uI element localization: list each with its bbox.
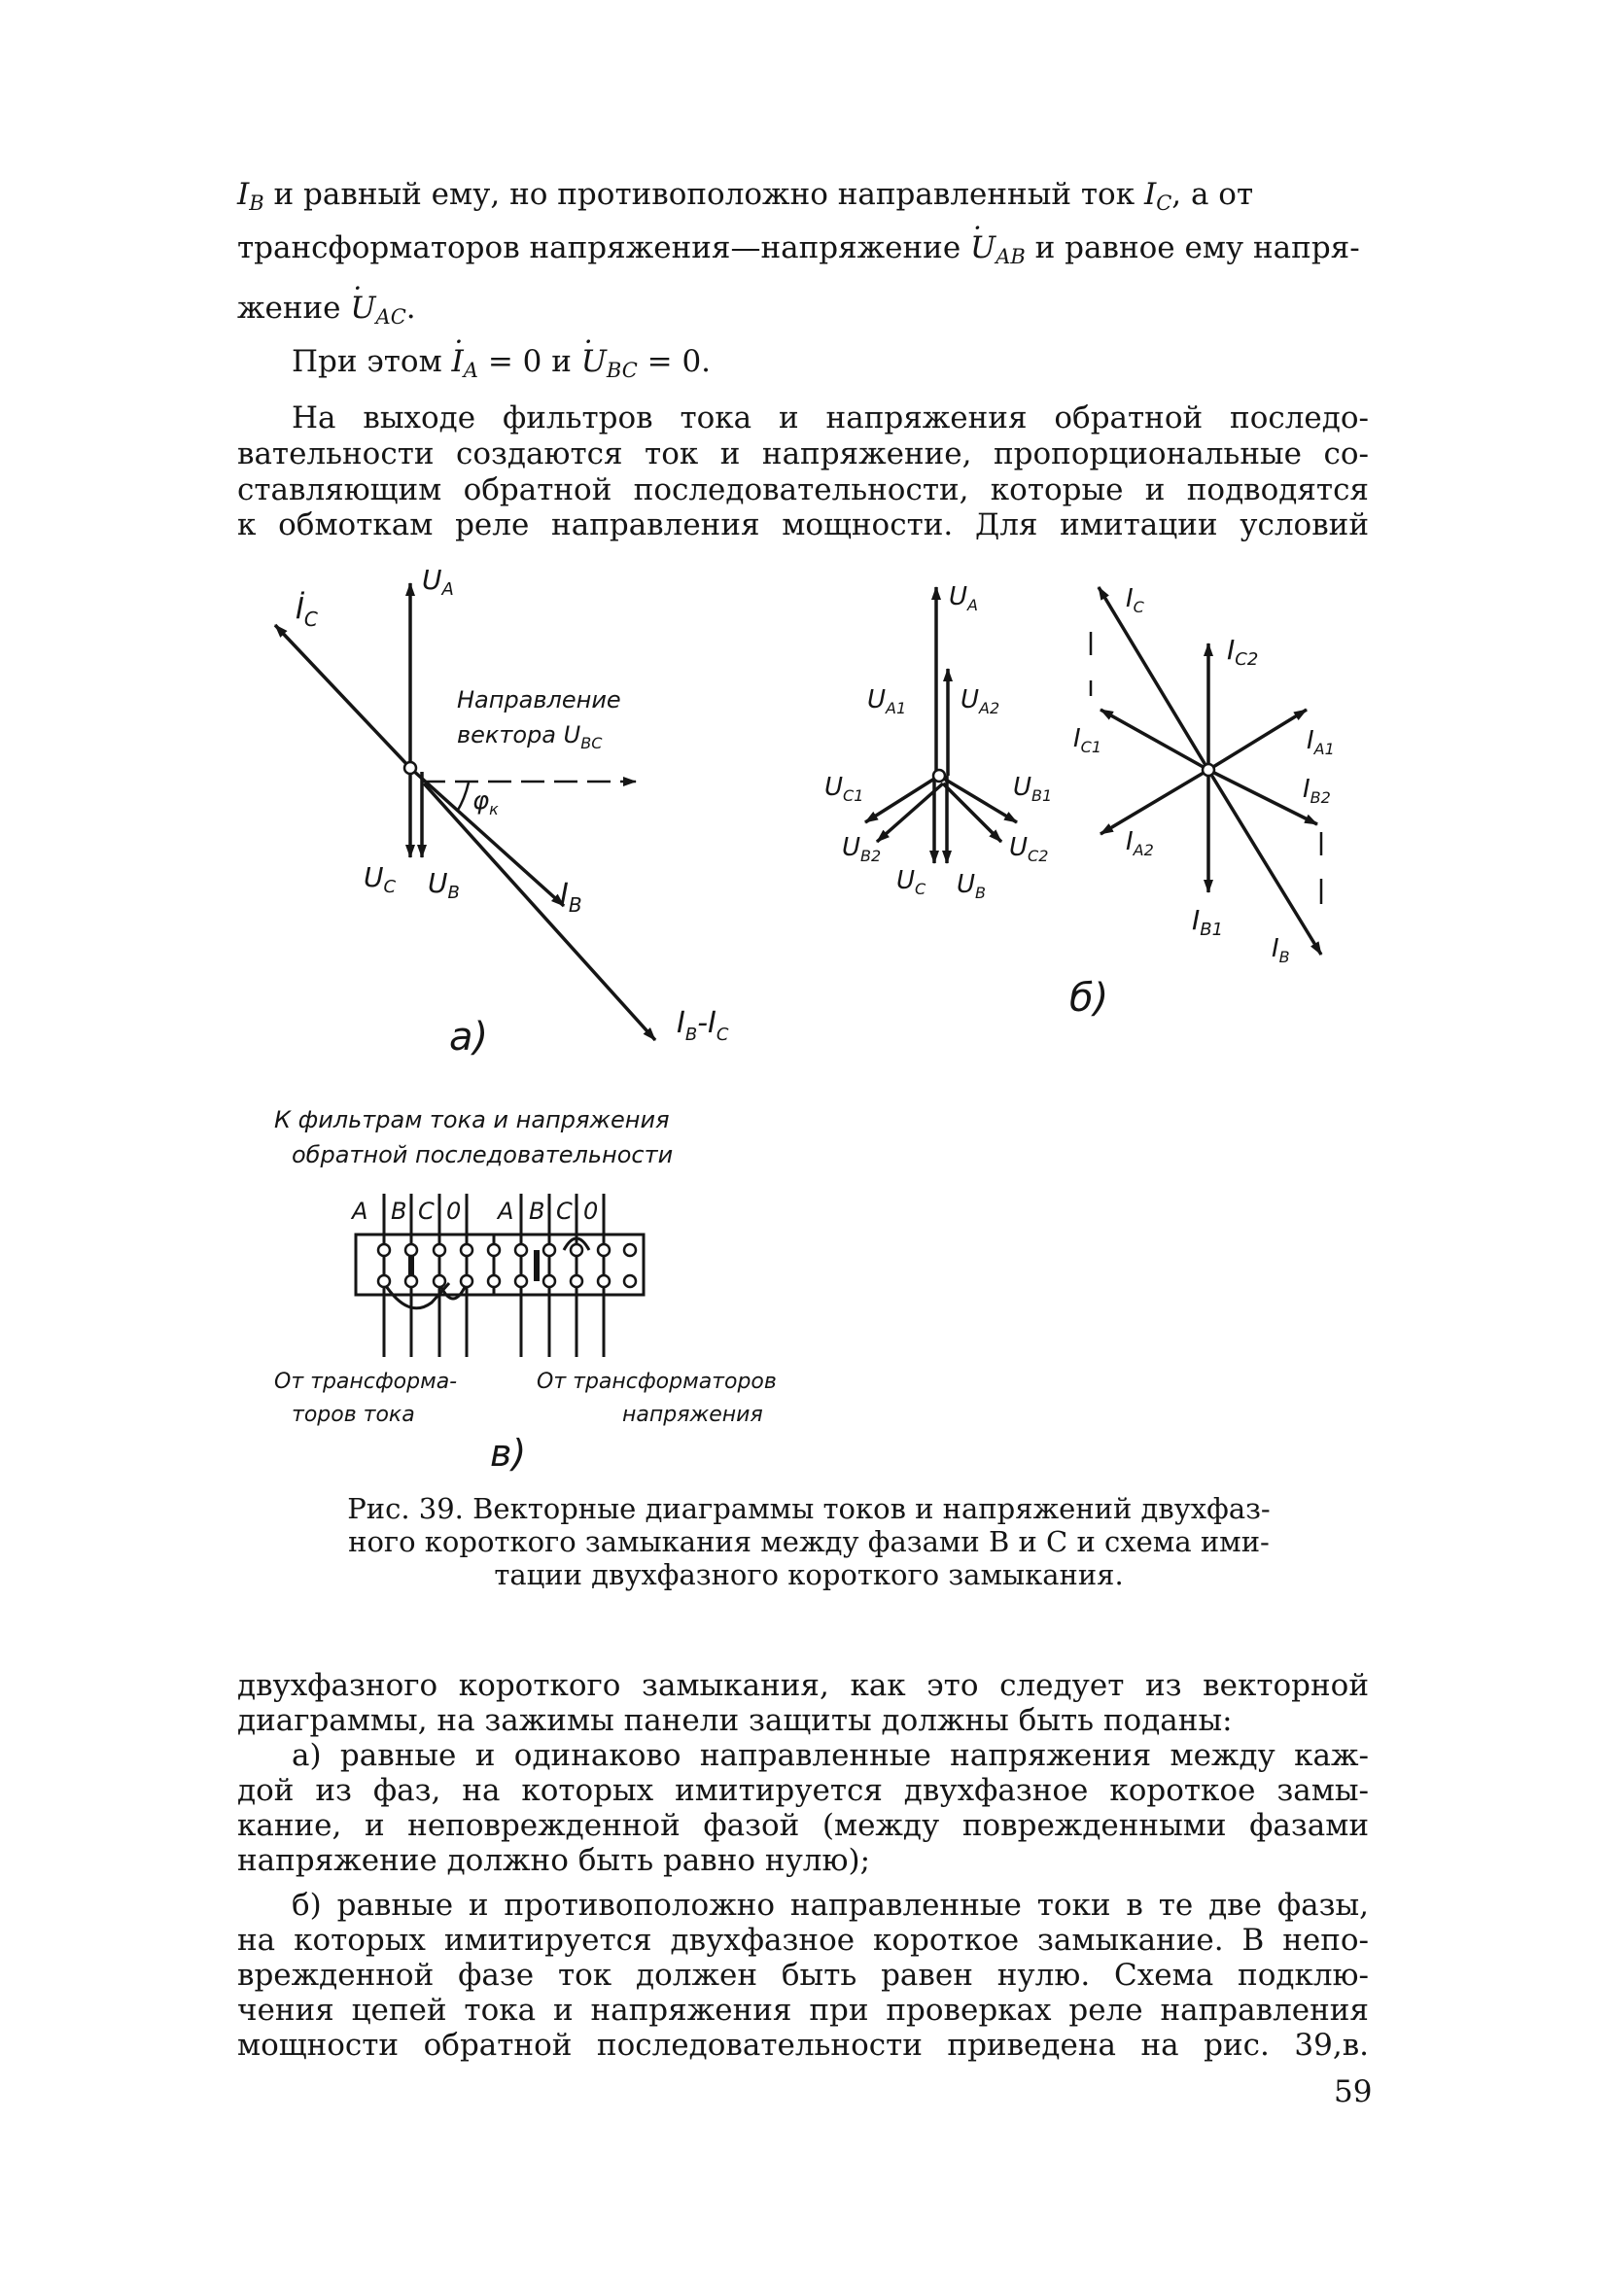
label-a-ua: $U_A$ bbox=[422, 564, 454, 600]
label-b-ub2: $U_{B2}$ bbox=[842, 833, 882, 865]
item-a-line-3: кание, и неповрежденной фазой (между поврежденными фазами bbox=[237, 1808, 1369, 1843]
item-a-line-2: дой из фаз, на которых имитируется двухфазное короткое замы- bbox=[237, 1773, 1369, 1808]
item-a-line-1: а) равные и одинаково направленные напряжения между каж- bbox=[292, 1738, 1369, 1773]
origin-dot-b2 bbox=[1203, 764, 1214, 776]
label-c-term-a: A bbox=[352, 1198, 368, 1225]
label-c-bottom-right-1: От трансформаторов bbox=[537, 1370, 777, 1394]
label-b-ua2: $U_{A2}$ bbox=[961, 685, 1000, 717]
label-b-uc: $U_C$ bbox=[896, 866, 926, 898]
label-b-ic2: $I_{C2}$ bbox=[1227, 634, 1259, 670]
vector-ib-a2 bbox=[1100, 770, 1208, 834]
label-c-letter: в) bbox=[490, 1432, 527, 1475]
label-c-term-a2: A bbox=[498, 1198, 514, 1225]
label-c-top-1: К фильтрам тока и напряжения bbox=[274, 1106, 670, 1133]
label-b-ub1: $U_{B1}$ bbox=[1013, 773, 1053, 805]
label-b-ub: $U_B$ bbox=[957, 870, 987, 902]
item-a-line-4: напряжение должно быть равно нулю); bbox=[237, 1843, 871, 1878]
item-b-line-5: мощности обратной последовательности приведена на рис. 39,в. bbox=[237, 2028, 1369, 2063]
label-a-phi: $\varphi_к$ bbox=[472, 786, 499, 818]
origin-dot-b1 bbox=[933, 770, 945, 782]
label-a-ib-ic: $I_B-I_C$ bbox=[677, 1006, 729, 1045]
label-c-bottom-left-2: торов тока bbox=[292, 1403, 415, 1427]
label-c-term-c2: C bbox=[556, 1198, 573, 1225]
label-c-bottom-left-1: От трансформа- bbox=[274, 1370, 458, 1394]
label-b-ia1: $I_{A1}$ bbox=[1307, 726, 1335, 758]
para1-line-4: к обмоткам реле направления мощности. Для имитации условий bbox=[237, 507, 1369, 542]
label-c-top-2: обратной последовательности bbox=[292, 1141, 674, 1168]
text-line-2: трансформаторов напряжения—напряжение · $U_{AB}$ и равное ему напря- bbox=[237, 230, 1360, 274]
para1-line-2: вательности создаются ток и напряжение, пропорциональные со- bbox=[237, 436, 1369, 471]
diagram-b-voltages bbox=[865, 587, 1017, 863]
diagram-a bbox=[275, 583, 655, 1040]
figure-caption-line-2: ного короткого замыкания между фазами В и С и схема ими- bbox=[348, 1525, 1270, 1558]
label-b-ua: $U_A$ bbox=[949, 582, 978, 614]
label-a-ic: $İ_C$ bbox=[296, 592, 318, 631]
vector-ic bbox=[275, 625, 410, 768]
label-b-ia2: $I_{A2}$ bbox=[1126, 827, 1154, 859]
label-c-term-0: 0 bbox=[446, 1198, 462, 1225]
label-b-uc1: $U_{C1}$ bbox=[824, 773, 864, 805]
label-b-ic1: $I_{C1}$ bbox=[1073, 724, 1102, 756]
item-b-line-1: б) равные и противоположно направленные токи в те две фазы, bbox=[292, 1888, 1369, 1923]
label-a-uc: $U_C$ bbox=[364, 861, 397, 897]
para2-line-2: диаграммы, на зажимы панели защиты должны быть поданы: bbox=[237, 1703, 1233, 1738]
figure-caption-line-3: тации двухфазного короткого замыкания. bbox=[494, 1558, 1124, 1591]
label-c-term-b: B bbox=[391, 1198, 407, 1225]
label-a-direction-1: Направление bbox=[457, 686, 621, 713]
vector-ib-minus-ic bbox=[424, 783, 655, 1040]
label-a-ib: $I_B$ bbox=[560, 878, 582, 917]
label-b-ic: $I_C$ bbox=[1126, 584, 1144, 616]
label-b-ib: $I_B$ bbox=[1272, 934, 1290, 966]
label-b-ib2: $I_{B2}$ bbox=[1303, 775, 1331, 807]
label-c-bottom-right-2: напряжения bbox=[622, 1403, 763, 1427]
para2-line-1: двухфазного короткого замыкания, как это следует из векторной bbox=[237, 1668, 1369, 1703]
label-b-uc2: $U_{C2}$ bbox=[1009, 833, 1049, 865]
phi-arc bbox=[457, 783, 469, 812]
label-c-term-c: C bbox=[418, 1198, 435, 1225]
vector-ub-b1 bbox=[939, 776, 1017, 822]
label-c-term-02: 0 bbox=[583, 1198, 599, 1225]
figure-caption-line-1: Рис. 39. Векторные диаграммы токов и напряжений двухфаз- bbox=[347, 1492, 1271, 1525]
label-a-letter: а) bbox=[449, 1015, 489, 1060]
diagram-b-currents bbox=[1091, 587, 1321, 955]
label-a-direction-2: вектора $U_{BC}$ bbox=[457, 721, 603, 752]
text-line-4: При этом · $I_A = 0$ $и \cdot U_{BC} = 0$. bbox=[292, 344, 711, 388]
para1-line-1: На выходе фильтров тока и напряжения обратной последо- bbox=[292, 400, 1369, 435]
label-a-ub: $U_B$ bbox=[428, 867, 460, 903]
text-line-3: жение · $U_{AC}$. bbox=[237, 291, 416, 334]
item-b-line-2: на которых имитируется двухфазное короткое замыкание. В непо- bbox=[237, 1923, 1369, 1958]
origin-dot bbox=[404, 762, 416, 774]
label-b-letter: б) bbox=[1069, 976, 1109, 1021]
para1-line-3: ставляющим обратной последовательности, которые и подводятся bbox=[237, 472, 1369, 507]
vector-ub-c1 bbox=[865, 776, 939, 822]
text-line-1: $I_B$ и равный ему, но противоположно направленный ток $I_C$, а от bbox=[237, 177, 1254, 215]
label-b-ib1: $I_{B1}$ bbox=[1192, 904, 1224, 940]
vector-ib-c bbox=[1099, 587, 1208, 770]
vector-ub-c2 bbox=[943, 783, 1001, 842]
vector-ib-a1 bbox=[1208, 710, 1307, 770]
label-c-term-b2: B bbox=[529, 1198, 545, 1225]
page-number: 59 bbox=[1334, 2074, 1373, 2109]
item-b-line-4: чения цепей тока и напряжения при проверках реле направления bbox=[237, 1993, 1369, 2028]
label-b-ua1: $U_{A1}$ bbox=[867, 685, 907, 717]
item-b-line-3: врежденной фазе ток должен быть равен нулю. Схема подклю- bbox=[237, 1958, 1369, 1993]
